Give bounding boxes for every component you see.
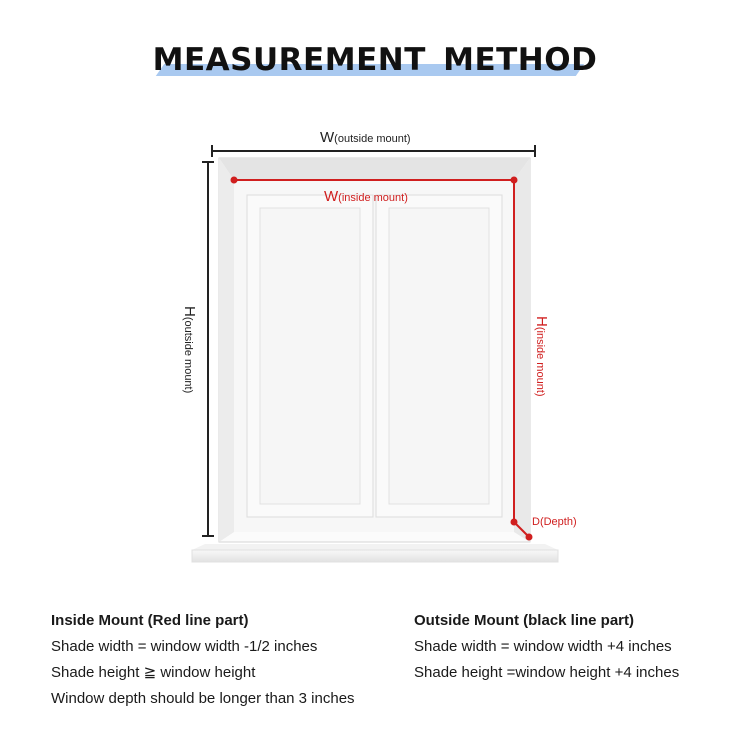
label-w-outside: W(outside mount) [320, 129, 411, 146]
inside-mount-notes [51, 608, 355, 712]
label-h-outside: H(outside mount) [181, 306, 198, 394]
inside-mount-heading: Inside Mount (Red line part) [51, 612, 249, 629]
outside-height-line [202, 162, 214, 536]
label-h-inside: H(inside mount) [533, 316, 550, 397]
inside-mount-line: Shade height ≧ window height [51, 664, 256, 681]
page-title: MEASUREMENT METHOD [152, 42, 598, 78]
window-sash-right [376, 195, 502, 517]
outside-mount-heading: Outside Mount (black line part) [414, 612, 635, 629]
inside-mount-line: Shade width = window width -1/2 inches [51, 638, 318, 655]
outside-mount-notes [414, 608, 679, 686]
window-sash-left [247, 195, 373, 517]
window-sill [192, 544, 558, 562]
label-depth: D(Depth) [532, 516, 577, 528]
outside-mount-line: Shade width = window width +4 inches [414, 638, 672, 655]
inside-mount-line: Window depth should be longer than 3 inches [51, 690, 355, 707]
outside-mount-line: Shade height =window height +4 inches [414, 664, 680, 681]
label-w-inside: W(inside mount) [324, 188, 408, 205]
